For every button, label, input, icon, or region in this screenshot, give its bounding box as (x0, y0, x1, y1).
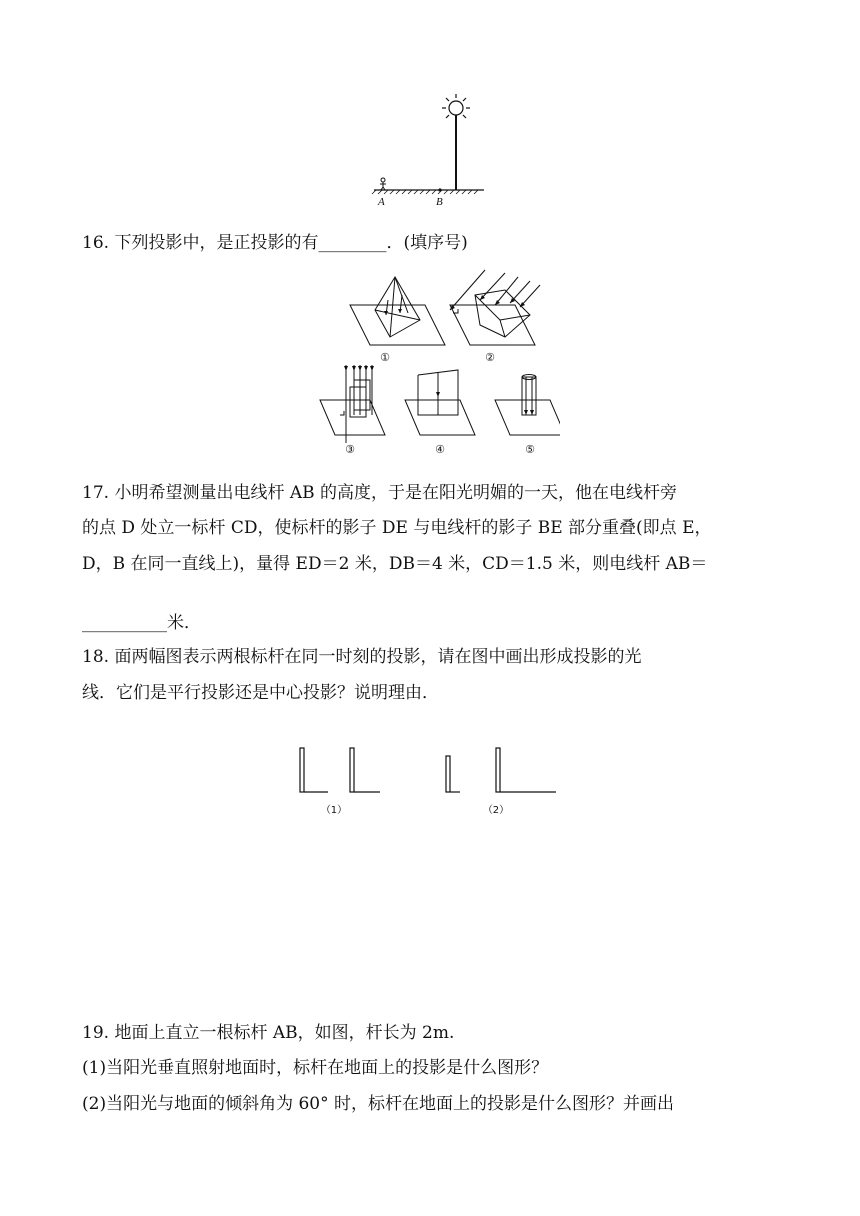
caption-1: （1） (320, 805, 348, 816)
question-17-line-2: 的点 D 处立一标杆 CD，使标杆的影子 DE 与电线杆的影子 BE 部分重叠(即点 E， (82, 518, 712, 538)
plane-1 (350, 305, 445, 345)
plane-4 (405, 400, 475, 435)
label-a: A (378, 196, 385, 208)
label-fig-1: ① (380, 351, 390, 364)
question-17-line-1: 17. 小明希望测量出电线杆 AB 的高度，于是在阳光明媚的一天，他在电线杆旁 (82, 483, 678, 503)
question-19-line-1: 19. 地面上直立一根标杆 AB，如图，杆长为 2m. (82, 1023, 455, 1043)
label-fig-2: ② (485, 351, 495, 364)
label-b: B (436, 196, 443, 208)
poles-figure (290, 740, 570, 820)
question-18-line-1: 18. 面两幅图表示两根标杆在同一时刻的投影，请在图中画出形成投影的光 (82, 647, 642, 667)
question-17-line-4: __________米． (82, 613, 201, 633)
question-19-line-2: (1)当阳光垂直照射地面时，标杆在地面上的投影是什么图形？ (82, 1058, 549, 1078)
label-fig-3: ③ (345, 443, 355, 456)
plane-5 (495, 400, 560, 435)
question-19-line-3: (2)当阳光与地面的倾斜角为 60° 时，标杆在地面上的投影是什么图形？并画出 (82, 1094, 675, 1114)
projection-figures (310, 265, 560, 465)
plane-2 (450, 305, 535, 345)
label-fig-4: ④ (435, 443, 445, 456)
question-18-line-2: 线．它们是平行投影还是中心投影？说明理由． (82, 683, 439, 703)
label-fig-5: ⑤ (525, 443, 535, 456)
question-17-line-3: D，B 在同一直线上)，量得 ED＝2 米，DB＝4 米，CD＝1.5 米，则电线杆 AB＝ (82, 554, 708, 574)
question-16: 16. 下列投影中，是正投影的有________．(填序号) (82, 233, 468, 253)
lamp-figure (360, 90, 490, 210)
caption-2: （2） (482, 805, 510, 816)
